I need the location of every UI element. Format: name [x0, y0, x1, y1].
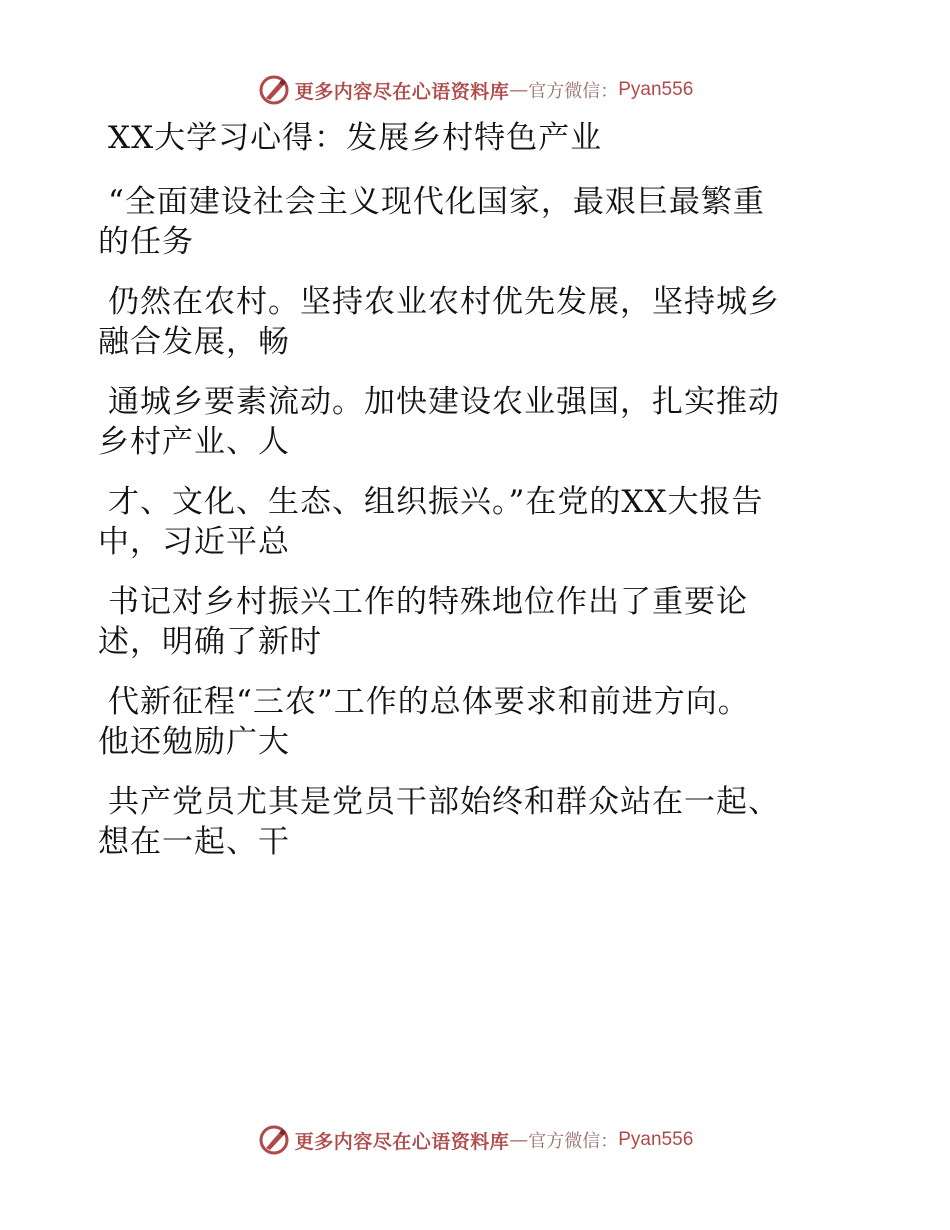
- paragraph-line: 的任务: [98, 224, 194, 260]
- paragraph: [98, 582, 848, 662]
- pen-logo-icon: [257, 1123, 291, 1157]
- paragraph-line: 融合发展，畅: [98, 324, 290, 360]
- paragraph-line: 通城乡要素流动。加快建设农业强国，扎实推动: [108, 384, 780, 420]
- paragraph-line: 仍然在农村。坚持农业农村优先发展，坚持城乡: [108, 284, 780, 320]
- paragraph-line: 述，明确了新时: [98, 624, 322, 660]
- paragraph: [98, 782, 848, 862]
- watermark-wechat-label: 官方微信：: [528, 1131, 619, 1152]
- document-body: [98, 118, 848, 882]
- watermark-wechat-label: 官方微信：: [528, 81, 619, 102]
- paragraph-line: 他还勉励广大: [98, 724, 290, 760]
- watermark-text: 更多内容尽在心语资料库: [294, 80, 510, 103]
- paragraph-line: 想在一起、干: [98, 824, 290, 860]
- paragraph-line: 才、文化、生态、组织振兴。”在党的XX大报告: [108, 484, 764, 520]
- header-watermark: [0, 70, 950, 110]
- paragraph: [98, 282, 848, 362]
- paragraph: [98, 382, 848, 462]
- pen-logo-icon: [257, 73, 291, 107]
- paragraph-line: 书记对乡村振兴工作的特殊地位作出了重要论: [108, 584, 748, 620]
- watermark-dash: —: [509, 79, 529, 101]
- paragraph: [98, 682, 848, 762]
- watermark-text: 更多内容尽在心语资料库: [294, 1130, 510, 1153]
- paragraph: [98, 182, 848, 262]
- document-title: XX大学习心得：发展乡村特色产业: [108, 120, 603, 156]
- paragraph-line: 乡村产业、人: [98, 424, 290, 460]
- watermark-wechat-id: Pyan556: [618, 1129, 694, 1150]
- footer-watermark: [0, 1120, 950, 1160]
- watermark-wechat-id: Pyan556: [618, 79, 694, 100]
- paragraph: [98, 482, 848, 562]
- paragraph-line: 代新征程“三农”工作的总体要求和前进方向。: [108, 684, 750, 720]
- paragraph-line: 中，习近平总: [98, 524, 290, 560]
- paragraph-line: “全面建设社会主义现代化国家，最艰巨最繁重: [108, 184, 765, 220]
- paragraph-line: 共产党员尤其是党员干部始终和群众站在一起、: [108, 784, 780, 820]
- watermark-dash: —: [509, 1129, 529, 1151]
